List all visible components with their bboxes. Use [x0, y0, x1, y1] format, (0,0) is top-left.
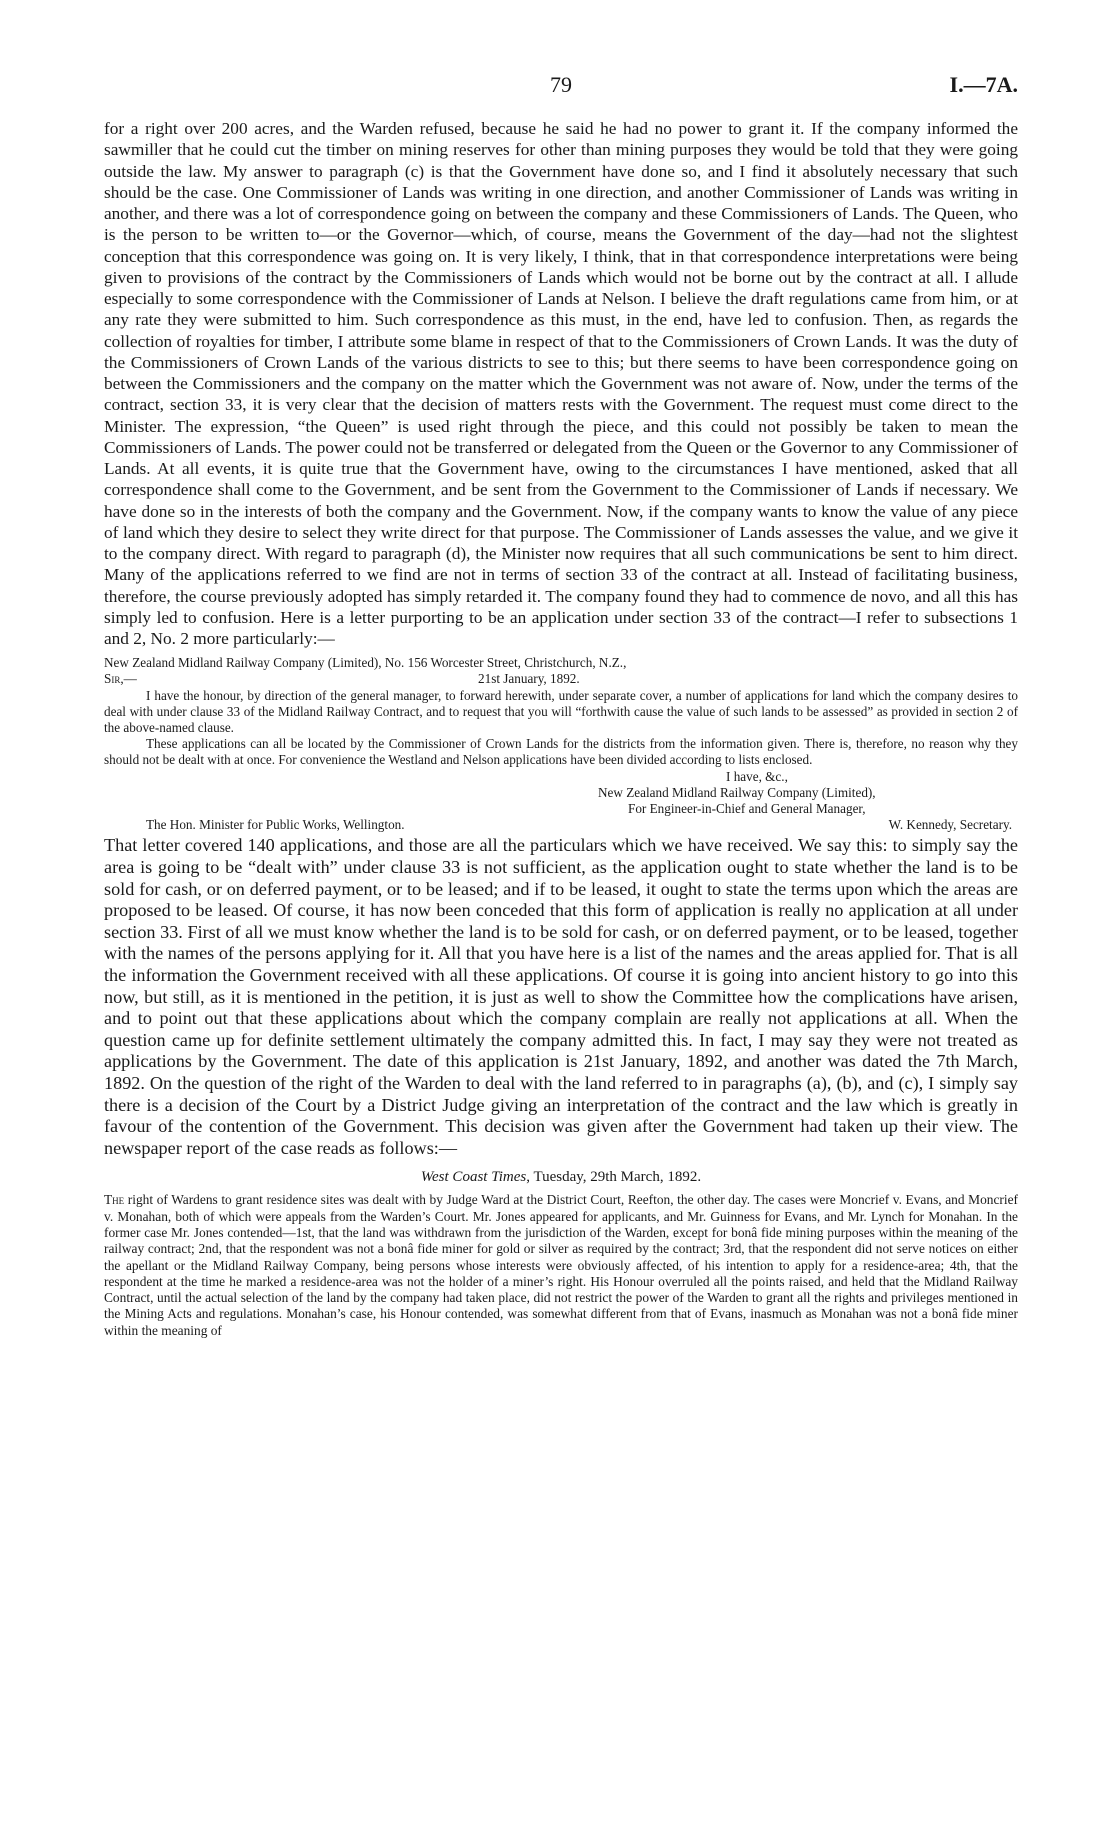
page-number: 79	[550, 72, 572, 97]
letter-salutation-row	[104, 671, 1018, 687]
letter-sig-for: For Engineer-in-Chief and General Manager,	[628, 801, 866, 817]
page-body	[104, 118, 1018, 1339]
report-heading	[104, 1166, 1018, 1188]
body-paragraph-1: for a right over 200 acres, and the Warden refused, because he said he had no power to grant it. If the company informed the sawmiller that he could cut the timber on mining reserves for other than mining purposes they would be told that they were going outside the law. My answer to paragraph (c) is that the Government have done so, and I find it absolutely necessary that such should be the case. One Commissioner of Lands was writing in one direction, and another Commissioner of Lands was writing in another, and there was a lot of correspondence going on between the company and these Commissioners of Lands. The Queen, who is the person to be written to—or the Governor—which, of course, means the Government of the day—had not the slightest conception that this correspondence was going on. It is very likely, I think, that in that correspondence interpretations were being given to provisions of the contract by the Commissioners of Lands which would not be borne out by the contract at all. I allude especially to some correspondence with the Commissioner of Lands at Nelson. I believe the draft regulations came from him, or at any rate they were submitted to him. Such correspondence as this must, in the end, have led to confusion. Then, as regards the collection of royalties for timber, I attribute some blame in respect of that to the Commissioners of Crown Lands. It was the duty of the Commissioners of Crown Lands of the various districts to see to this; but there seems to have been correspondence going on between the Commissioners and the company on the matter which the Government was not aware of. Now, under the terms of the contract, section 33, it is very clear that the decision of matters rests with the Government. The request must come direct to the Minister. The expression, “the Queen” is used right through the piece, and this could not possibly be taken to mean the Commissioners of Lands. The power could not be transferred or delegated from the Queen or the Governor to any Commissioner of Lands. At all events, it is quite true that the Government have, owing to the circumstances I have mentioned, asked that all correspondence shall come to the Government, and be sent from the Government to the Commissioner of Lands if necessary. We have done so in the interests of both the company and the Government. Now, if the company wants to know the value of any piece of land which they desire to select they write direct for that purpose. The Commissioner of Lands assesses the value, and we give it to the company direct. With regard to paragraph (d), the Minister now requires that all such communications be sent to him direct. Many of the applications referred to we find are not in terms of section 33 of the contract at all. Instead of facilitating business, therefore, the course previously adopted has simply retarded it. The company found they had to commence de novo, and all this has simply led to confusion. Here is a letter purporting to be an application under section 33 of the contract—I refer to subsections 1 and 2, No. 2 more particularly:—	[104, 119, 1018, 648]
letter-date: 21st January, 1892.	[478, 671, 580, 687]
quoted-letter	[104, 655, 1018, 833]
letter-salutation: Sir,—	[104, 671, 137, 687]
report-body: right of Wardens to grant residence sites was dealt with by Judge Ward at the District Court, Reefton, the other day. The cases were Moncrief v. Evans, and Moncrief v. Monahan, both of which were appeals from the Warden’s Court. Mr. Jones appeared for applicants, and Mr. Guinness for Evans, and Mr. Lynch for Monahan. In the former case Mr. Jones contended—1st, that the land was withdrawn from the jurisdiction of the Warden, except for bonâ fide mining purposes within the meaning of the railway contract; 2nd, that the respondent was not a bonâ fide miner for gold or silver as required by the contract; 3rd, that the respondent did not serve notices on either the apellant or the Midland Railway Company, being persons whose interests were obviously affected, of his intention to apply for a residence-area; 4th, that the respondent at the time he marked a residence-area was not the holder of a miner’s right. His Honour overruled all the points raised, and held that the Midland Railway Contract, until the actual selection of the land by the company had taken place, did not restrict the power of the Warden to grant all the rights and privileges mentioned in the Mining Acts and regulations. Monahan’s case, his Honour contended, was somewhat different from that of Evans, inasmuch as Monahan was not a bonâ fide miner within the meaning of	[104, 1192, 1018, 1338]
letter-address: New Zealand Midland Railway Company (Limited), No. 156 Worcester Street, Christchurch, N.Z.,	[104, 655, 627, 671]
page-header	[104, 72, 1018, 102]
document-reference: I.—7A.	[949, 72, 1018, 97]
letter-addressee: The Hon. Minister for Public Works, Wellington.	[146, 817, 405, 833]
letter-sig-company: New Zealand Midland Railway Company (Limited),	[598, 784, 876, 800]
letter-signatory: W. Kennedy, Secretary.	[888, 817, 1012, 833]
letter-paragraph-1: I have the honour, by direction of the general manager, to forward herewith, under separate cover, a number of applications for land which the company desires to deal with under clause 33 of the Midland Railway Contract, and to request that you will “forthwith cause the value of such lands to be assessed” as provided in section 2 of the above-named clause.	[104, 687, 1018, 736]
body-paragraph-2: That letter covered 140 applications, and those are all the particulars which we have received. We say this: to simply say the area is going to be “dealt with” under clause 33 is not sufficient, as the application ought to state whether the land is to be sold for cash, or on deferred payment, or to be leased; and if to be leased, it ought to state the terms upon which the areas are proposed to be leased. Of course, it has now been conceded that this form of application is really no application at all under section 33. First of all we must know whether the land is to be sold for cash, or on deferred payment, or to be leased, together with the names of the persons applying for it. All that you have here is a list of the names and the areas applied for. That is all the information the Government received with all these applications. Of course it is going into ancient history to go into this now, but still, as it is mentioned in the petition, it is just as well to show the Committee how the complications have arisen, and to point out that these applications about which the company complain are really not applications at all. When the question came up for definite settlement ultimately the company admitted this. In fact, I may say they were not treated as applications by the Government. The date of this application is 21st January, 1892, and another was dated the 7th March, 1892. On the question of the right of the Warden to deal with the land referred to in paragraphs (a), (b), and (c), I simply say there is a decision of the Court by a District Judge giving an interpretation of the contract and the law which is greatly in favour of the contention of the Government. This decision was given after the Government had taken up their view. The newspaper report of the case reads as follows:—	[104, 835, 1018, 1158]
letter-addressee-row	[104, 817, 1018, 833]
report-lead-word: The	[104, 1192, 125, 1208]
report-source-title: West Coast Times	[420, 1169, 527, 1186]
letter-closing: I have, &c.,	[726, 768, 788, 784]
letter-paragraph-2: These applications can all be located by the Commissioner of Crown Lands for the districts from the information given. There is, therefore, no reason why they should not be dealt with at once. For convenience the Westland and Nelson applications have been divided according to lists enclosed.	[104, 736, 1018, 768]
report-source-date: , Tuesday, 29th March, 1892.	[526, 1169, 702, 1186]
letter-signature-block	[598, 769, 1018, 818]
report-text	[104, 1192, 1018, 1339]
